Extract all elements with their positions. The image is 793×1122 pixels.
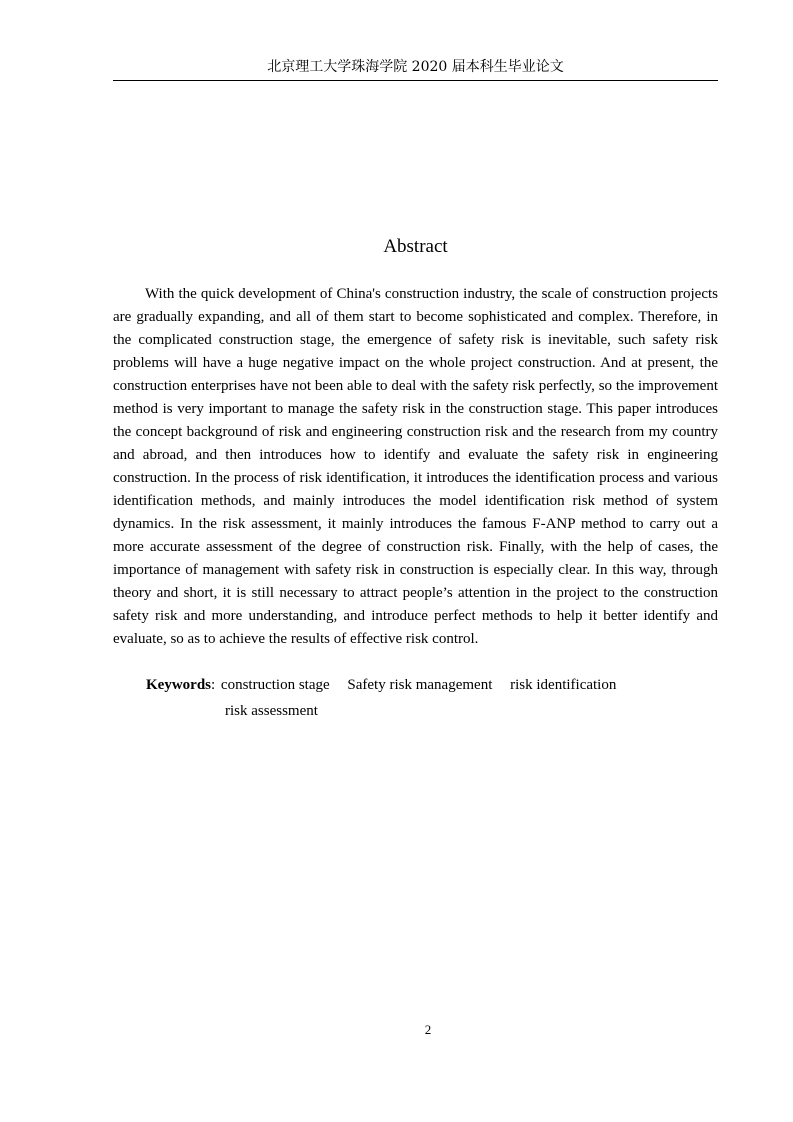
keywords-label: Keywords [146,677,211,693]
keywords-line [146,674,616,697]
keyword-item: construction stage [220,677,330,693]
page-number: 2 [424,1022,432,1037]
keywords-colon: : [211,677,216,693]
keyword-item: risk identification [510,677,617,693]
keyword-item: Safety risk management [347,677,493,693]
header-divider [113,80,718,81]
keyword-item: risk assessment [225,703,318,719]
running-header: 北京理工大学珠海学院 2020 届本科生毕业论文 [267,59,564,75]
keywords-line-continued [225,700,318,723]
abstract-body: With the quick development of China's construction industry, the scale of construction projects are gradually expanding, and all of them start to become sophisticated and complex. Therefore, in the complicated construction stage, the emergence of safety risk is inevitable, such safety risk problems will have a huge negative impact on the whole project construction. And at present, the construction enterprises have not been able to deal with the safety risk perfectly, so the improvement method is very important to manage the safety risk in the construction stage. This paper introduces the concept background of risk and engineering construction risk and the research from my country and abroad, and then introduces how to identify and evaluate the safety risk in engineering construction. In the process of risk identification, it introduces the identification process and various identification methods, and mainly introduces the model identification risk method of system dynamics. In the risk assessment, it mainly introduces the famous F-ANP method to carry out a more accurate assessment of the degree of construction risk. Finally, with the help of cases, the importance of management with safety risk in construction is especially clear. In this way, through theory and short, it is still necessary to attract people’s attention in the project to the construction safety risk and more understanding, and introduce perfect methods to help it better identify and evaluate, so as to achieve the results of effective risk control. [113,286,718,647]
abstract-title: Abstract [383,236,448,257]
